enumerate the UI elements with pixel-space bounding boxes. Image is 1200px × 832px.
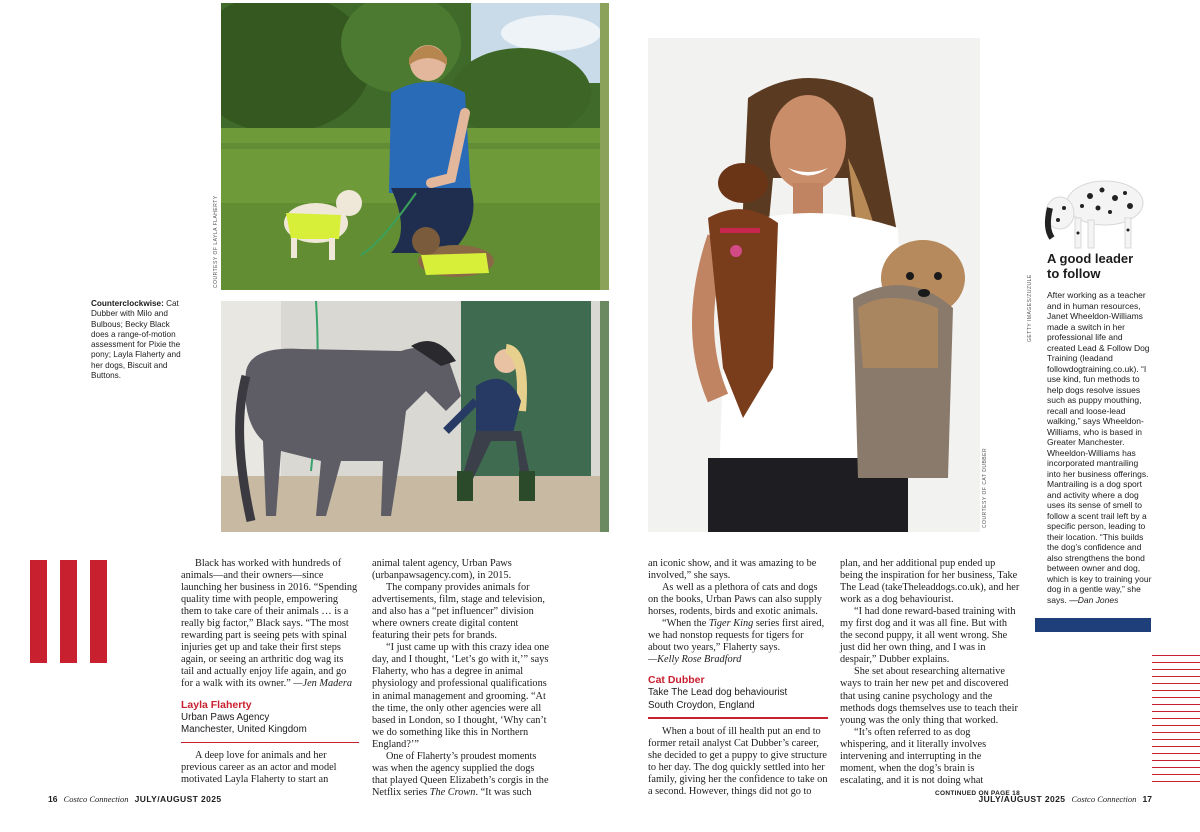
column2-paragraph3: “I just came up with this crazy idea one day, and I thought, ‘Let’s go with it,’” says Flaherty, who has a degree in animal physiology and professional qualifications in animal management and grooming. “At the time, the only other agencies were all based in London, so I thought, ‘Why can’t we do something like this in Northern England?’” (372, 642, 549, 750)
decorative-red-bar-2 (60, 560, 77, 663)
folio-left-issue: JULY/AUGUST 2025 (134, 794, 222, 804)
photo-caption (91, 299, 183, 381)
caption-text: Cat Dubber with Milo and Bulbous; Becky Black does a range-of-motion assessment for Pixie the pony; Layla Flaherty and her dogs, Biscuit and Buttons. (91, 299, 181, 381)
photo-edge-strip-bottom (600, 301, 609, 532)
column1-signature: —Jen Madera (293, 678, 353, 690)
profile-name-layla: Layla Flaherty (181, 698, 252, 711)
article-column-4 (840, 558, 1020, 800)
photo-edge-strip-top (600, 3, 609, 290)
profile-name-cat: Cat Dubber (648, 674, 705, 687)
article-column-3 (648, 558, 828, 798)
sidebar-navy-bar (1035, 618, 1151, 632)
column4-paragraph4: “It’s often referred to as dog whispering, and it literally involves intervening and interrupting in the moment, when the dog’s brain is escalating, and it is not doing what (840, 726, 987, 786)
column3-paragraph3-end: series first aired, we had nonstop requests for tigers for about two years,” Flaherty says. (648, 618, 825, 654)
column2-paragraph4-start: One of Flaherty’s proudest moments was when the agency supplied the dogs that played Queen Elizabeth’s corgis in the Netflix series (372, 750, 549, 798)
profile-location-cat: South Croydon, England (648, 699, 755, 711)
park-scene-illustration (221, 3, 608, 290)
caption-lead: Counterclockwise: (91, 299, 164, 308)
column2-paragraph1: animal talent agency, Urban Paws (urbanpawsagency.com), in 2015. (372, 558, 512, 582)
sidebar-headline-line2: to follow (1047, 265, 1101, 281)
folio-left-page-number: 16 (48, 794, 58, 804)
column3-signature: —Kelly Rose Bradford (648, 654, 742, 666)
sidebar-photo-credit: GETTY IMAGES/ZUZULE (1027, 274, 1033, 342)
folio-right (978, 794, 1152, 804)
profile-company-cat: Take The Lead dog behaviourist (648, 687, 788, 699)
column4-paragraph1: plan, and her additional pup ended up being the inspiration for her business, Take The Lead (takeTheleaddogs.co.uk), and her work as a dog behaviourist. (840, 558, 1020, 606)
photo-layla-with-dogs (221, 3, 608, 290)
column2-paragraph2: The company provides animals for advertisements, film, stage and television, and also has a “pet influencer” division where owners create digital content featuring their pets for brands. (372, 582, 546, 642)
sidebar-body (1047, 290, 1152, 605)
portrait-illustration (648, 38, 980, 532)
decorative-red-bar-3 (90, 560, 107, 663)
dalmatian-photo (1030, 168, 1150, 252)
sidebar-headline (1047, 252, 1133, 281)
article-column-1 (181, 558, 359, 786)
column3-title-tiger-king: Tiger King (708, 618, 754, 630)
column3-paragraph1: an iconic show, and it was amazing to be involved,” she says. (648, 558, 817, 582)
column3-paragraph4: When a bout of ill health put an end to former retail analyst Cat Dubber’s career, she decided to get a puppy to give structure to her day. The dog quickly settled into her family, giving her the confidence to take on a second. However, things did not go to (648, 725, 828, 797)
dalmatian-illustration (1030, 168, 1150, 252)
column4-paragraph3: She set about researching alternative ways to train her new pet and discovered that using canine psychology and the methods dogs themselves use to teach their young was the only thing that worked. (840, 666, 1018, 726)
folio-right-page-number: 17 (1142, 794, 1152, 804)
column3-paragraph2: As well as a plethora of cats and dogs on the books, Urban Paws can also supply horses, rodents, birds and exotic animals. (648, 582, 822, 618)
folio-left-magazine: Costco Connection (63, 794, 129, 804)
column1-paragraph2: A deep love for animals and her previous career as an actor and model motivated Layla Flaherty to start an (181, 749, 337, 785)
folio-right-magazine: Costco Connection (1071, 794, 1137, 804)
column2-title-the-crown: The Crown (429, 786, 476, 798)
continued-on-page[interactable]: CONTINUED ON PAGE 18 (935, 789, 1020, 797)
profile-location-layla: Manchester, United Kingdom (181, 724, 307, 736)
stable-scene-illustration (221, 301, 608, 532)
profile-divider-layla (181, 742, 359, 743)
photo-cat-dubber-with-dogs (648, 38, 980, 532)
sidebar-headline-line1: A good leader (1047, 251, 1134, 266)
decorative-red-bar-1 (30, 560, 47, 663)
photo-becky-with-pony (221, 301, 608, 532)
profile-divider-cat (648, 717, 828, 718)
article-column-2 (372, 558, 552, 799)
sidebar-signature: —Dan Jones (1069, 594, 1119, 605)
folio-right-issue: JULY/AUGUST 2025 (978, 794, 1066, 804)
column3-paragraph3-start: “When the (662, 618, 709, 630)
photo-credit-3: COURTESY OF CAT DUBBER (982, 447, 988, 528)
column4-paragraph2: “I had done reward-based training with my first dog and it was all fine. But with the second puppy, it all went wrong. She just did her own thing, and I was in despair,” Dubber explains. (840, 606, 1016, 666)
sidebar-body-text: After working as a teacher and in human resources, Janet Wheeldon-Williams made a switch in her professional life and created Lead & Follow Dog Training (leadand followdogtraining.co.uk). “I use kind, fun methods to help dogs resolve issues such as puppy mouthing, recall and loose-lead walking,” says Wheeldon-Williams, who is based in Greater Manchester. Wheeldon-Williams has incorporated mantrailing into her business offerings. Mantrailing is a dog sport and activity where a dog uses its sense of smell to follow a scent trail left by a specific person, leading to their location. “This builds the dog’s confidence and also strengthens the bond between owner and dog, which is key to training your dog in a gentle way,” she says. (1047, 290, 1152, 605)
decorative-stripes-right (1152, 655, 1200, 785)
column2-paragraph4-end: . “It was such (475, 786, 532, 798)
photo-credit-1: COURTESY OF LAYLA FLAHERTY (213, 195, 219, 288)
column1-paragraph1: Black has worked with hundreds of animals—and their owners—since launching her business in 2016. “Spending quality time with people, empowering them to take care of their animals … is a really big factor,” Black says. “The most rewarding part is seeing pets with spinal injuries get up and take their first steps again, or seeing an arthritic dog wag its tail and actually enjoy life again, and go for a walk with its owner.” (181, 558, 358, 690)
profile-company-layla: Urban Paws Agency (181, 711, 270, 723)
folio-left (48, 794, 222, 804)
